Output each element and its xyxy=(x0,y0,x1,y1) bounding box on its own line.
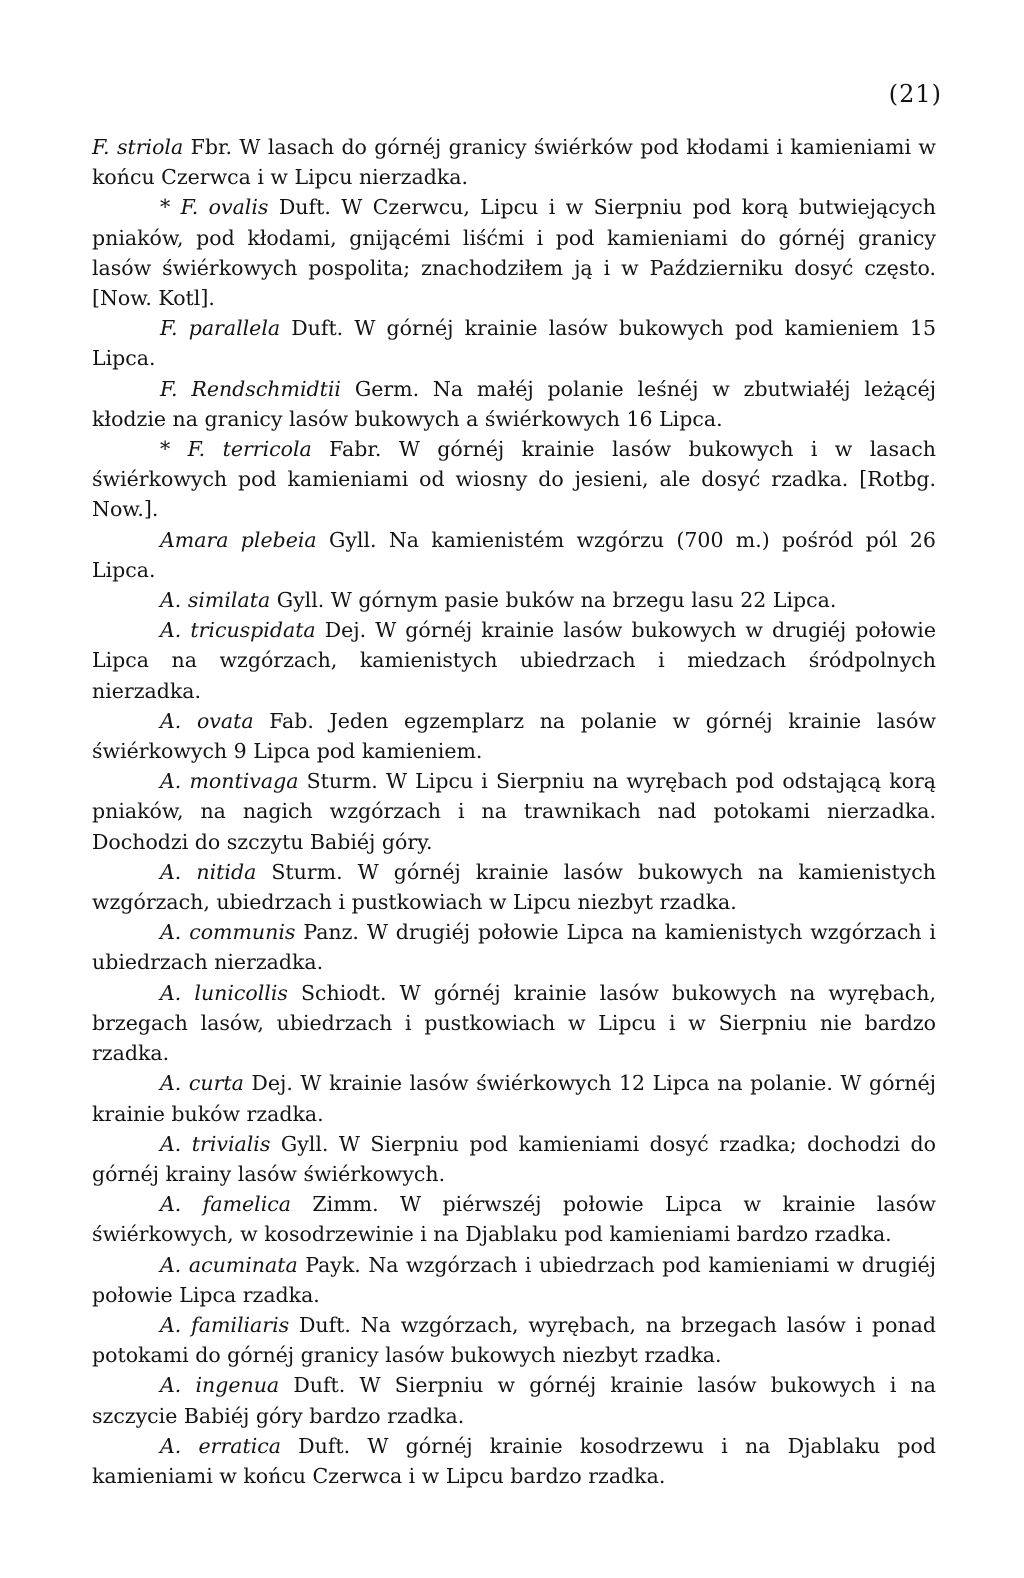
species-entry xyxy=(92,1431,936,1491)
species-name: Rendschmidtii xyxy=(191,376,341,401)
species-entry xyxy=(92,1310,936,1370)
entry-text: Duft. W Czerwcu, Lipcu i w Sierpniu pod korą butwiejących pniaków, pod kłodami, gnijącémi liśćmi i pod kamieniami do górnéj granicy lasów świérkowych pospolita; znachodziłem ją i w Październiku dosyć często. [Now. Kotl]. xyxy=(92,195,936,311)
page-number: (21) xyxy=(888,80,942,108)
species-name: ovalis xyxy=(208,195,269,220)
genus-name: A. xyxy=(160,1192,182,1217)
species-entry xyxy=(92,766,936,857)
entry-text: Germ. Na małéj polanie leśnéj w zbutwiałéj leżącéj kłodzie na granicy lasów bukowych a świérkowych 16 Lipca. xyxy=(92,376,936,431)
species-entry xyxy=(92,1129,936,1189)
species-list xyxy=(92,132,936,1491)
genus-name: A. xyxy=(160,920,182,945)
species-entry xyxy=(92,978,936,1069)
species-entry xyxy=(92,192,936,313)
entry-text: Zimm. W piérwszéj połowie Lipca w krainie lasów świérkowych, w kosodrzewinie i na Djablaku pod kamieniami bardzo rzadka. xyxy=(92,1192,936,1247)
species-name: nitida xyxy=(196,859,257,884)
species-entry xyxy=(92,1068,936,1128)
genus-name: F. xyxy=(160,316,178,341)
genus-name: F. xyxy=(92,135,110,159)
species-name: montivaga xyxy=(189,769,299,794)
entry-text: Gyll. Na kamienistém wzgórzu (700 m.) pośród pól 26 Lipca. xyxy=(92,527,936,582)
species-name: familiaris xyxy=(191,1312,290,1337)
species-name: erratica xyxy=(198,1433,281,1458)
entry-text: Duft. W Sierpniu w górnéj krainie lasów bukowych i na szczycie Babiéj góry bardzo rzadka. xyxy=(92,1373,936,1428)
species-name: lunicollis xyxy=(194,980,288,1005)
species-name: similata xyxy=(187,588,271,613)
genus-name: A. xyxy=(160,859,182,884)
species-entry xyxy=(92,615,936,706)
species-entry xyxy=(92,857,936,917)
entry-text: Fabr. W górnéj krainie lasów bukowych i w lasach świérkowych pod kamieniami od wiosny do jesieni, ale dosyć rzadka. [Rotbg. Now.]. xyxy=(92,437,936,522)
species-entry xyxy=(92,434,936,525)
genus-name: A. xyxy=(160,1433,182,1458)
entry-star-marker: * xyxy=(160,195,181,220)
entry-text: Panz. W drugiéj połowie Lipca na kamienistych wzgórzach i ubiedrzach nierzadka. xyxy=(92,920,936,975)
species-entry xyxy=(92,313,936,373)
genus-name: A. xyxy=(160,1071,182,1096)
species-entry xyxy=(92,706,936,766)
entry-star-marker: * xyxy=(160,437,188,462)
genus-name: A. xyxy=(160,1252,182,1277)
entry-text: Sturm. W górnéj krainie lasów bukowych na kamienistych wzgórzach, ubiedrzach i pustkowiach w Lipcu niezbyt rzadka. xyxy=(92,859,936,915)
species-name: ingenua xyxy=(195,1373,280,1398)
entry-text: Payk. Na wzgórzach i ubiedrzach pod kamieniami w drugiéj połowie Lipca rzadka. xyxy=(92,1252,936,1307)
genus-name: A. xyxy=(160,588,182,613)
genus-name: F. xyxy=(187,437,206,462)
entry-text: Schiodt. W górnéj krainie lasów bukowych na wyrębach, brzegach lasów, ubiedrzach i pustkowiach w Lipcu i w Sierpniu nie bardzo rzadka. xyxy=(92,980,936,1066)
species-entry xyxy=(92,1370,936,1430)
species-name: striola xyxy=(116,135,184,159)
genus-name: Amara xyxy=(160,527,229,552)
genus-name: A. xyxy=(160,708,182,733)
genus-name: A. xyxy=(160,1373,182,1398)
species-name: acuminata xyxy=(188,1252,298,1277)
species-name: curta xyxy=(188,1071,244,1096)
entry-text: Dej. W górnéj krainie lasów bukowych w drugiéj połowie Lipca na wzgórzach, kamienistych ubiedrzach i miedzach śródpolnych nierzadka. xyxy=(92,618,936,703)
genus-name: A. xyxy=(160,1312,182,1337)
species-name: parallela xyxy=(188,316,281,341)
entry-text: Fbr. W lasach do górnéj granicy świérków pod kłodami i kamieniami w końcu Czerwca i w Lipcu nierzadka. xyxy=(92,135,936,190)
species-name: ovata xyxy=(196,708,254,733)
species-entry xyxy=(92,1189,936,1249)
entry-text: Duft. W górnéj krainie kosodrzewu i na Djablaku pod kamieniami w końcu Czerwca i w Lipcu bardzo rzadka. xyxy=(92,1433,936,1488)
entry-text: Gyll. W Sierpniu pod kamieniami dosyć rzadka; dochodzi do górnéj krainy lasów świérkowych. xyxy=(92,1131,936,1186)
species-name: plebeia xyxy=(240,527,317,552)
entry-text: Duft. W górnéj krainie lasów bukowych pod kamieniem 15 Lipca. xyxy=(92,316,936,371)
species-entry xyxy=(92,585,936,615)
species-name: trivialis xyxy=(191,1131,271,1156)
genus-name: F. xyxy=(180,195,199,220)
species-name: terricola xyxy=(222,437,312,462)
species-entry xyxy=(92,132,936,192)
genus-name: A. xyxy=(160,980,182,1005)
species-name: communis xyxy=(189,920,296,945)
species-entry xyxy=(92,1250,936,1310)
entry-text: Duft. Na wzgórzach, wyrębach, na brzegach lasów i ponad potokami do górnéj granicy lasów bukowych niezbyt rzadka. xyxy=(92,1312,936,1368)
genus-name: A. xyxy=(160,769,182,794)
species-entry xyxy=(92,525,936,585)
genus-name: F. xyxy=(160,376,178,401)
species-name: famelica xyxy=(202,1192,291,1217)
species-entry xyxy=(92,374,936,434)
species-entry xyxy=(92,917,936,977)
entry-text: Dej. W krainie lasów świérkowych 12 Lipca na polanie. W górnéj krainie buków rzadka. xyxy=(92,1071,936,1126)
species-name: tricuspidata xyxy=(190,618,316,643)
genus-name: A. xyxy=(160,618,182,643)
genus-name: A. xyxy=(160,1131,182,1156)
entry-text: Fab. Jeden egzemplarz na polanie w górnéj krainie lasów świérkowych 9 Lipca pod kamieniem. xyxy=(92,708,936,764)
entry-text: Gyll. W górnym pasie buków na brzegu lasu 22 Lipca. xyxy=(270,588,837,613)
entry-text: Sturm. W Lipcu i Sierpniu na wyrębach pod odstającą korą pniaków, na nagich wzgórzach i na trawnikach nad potokami nierzadka. Dochodzi do szczytu Babiéj góry. xyxy=(92,769,936,854)
